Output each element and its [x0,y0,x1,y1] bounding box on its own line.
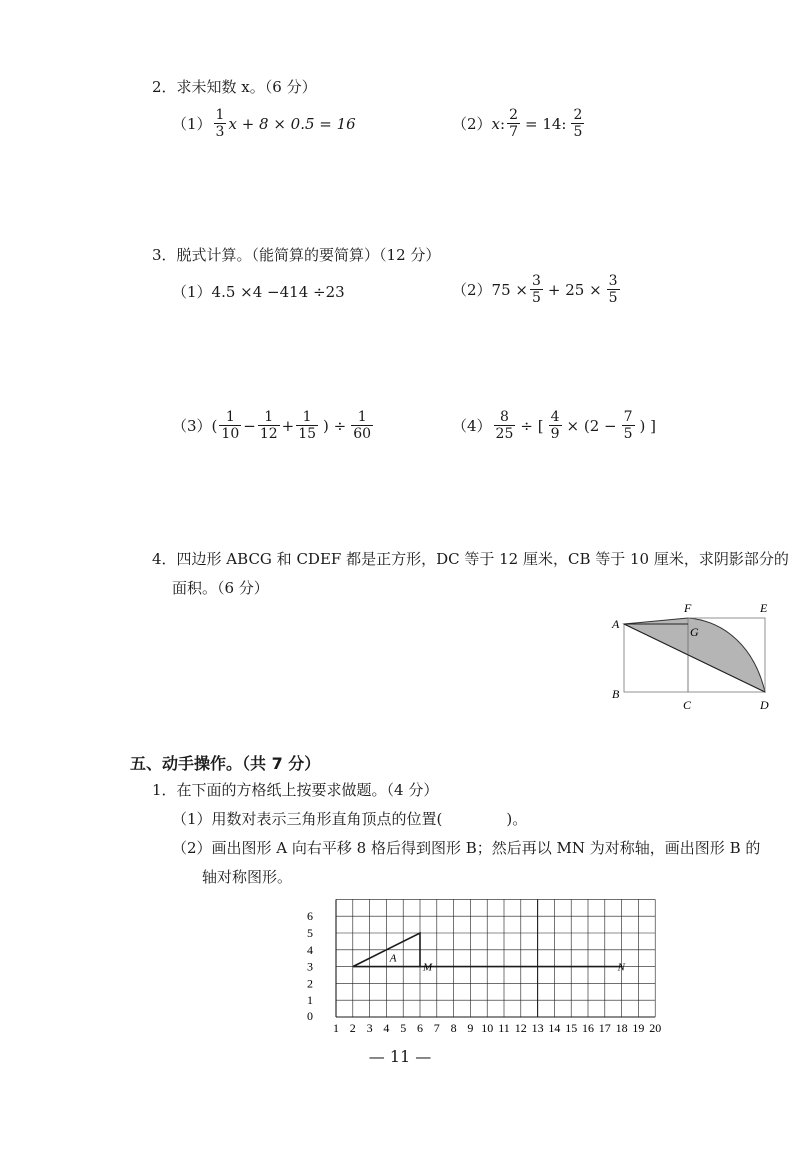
point-n-label: N [617,961,625,974]
fraction-num: 1 [215,107,225,123]
fraction [296,410,318,441]
fraction-num: 1 [302,409,312,425]
fraction [351,410,373,441]
q3-part2-b: + 25 × [547,280,602,299]
x-tick-label: 19 [632,1021,645,1035]
fraction-num: 2 [573,107,583,123]
paren-close: ) ] [639,416,656,435]
q2-title: 2．求未知数 x。（6 分） [152,78,317,96]
fraction [494,410,516,441]
fraction-num: 1 [225,409,235,425]
fraction-num: 2 [509,107,518,123]
x-tick-label: 15 [565,1021,578,1035]
fraction [219,410,241,441]
paren-close: ) ÷ [323,416,347,435]
q2-part2 [452,108,586,139]
fraction-den: 12 [259,426,278,442]
variable-x: x [491,114,501,133]
part1-text-after: )。 [506,810,528,828]
fraction-den: 60 [353,426,372,442]
q2-part2-label: （2） [452,115,492,133]
q3-part1-expr: 4.5 ×4 −414 ÷23 [211,282,345,301]
operator: − [243,416,256,435]
fraction-den: 25 [495,426,514,442]
operator: + [281,416,295,435]
fraction-num: 8 [500,409,509,425]
fraction-num: 3 [531,273,541,289]
x-tick-label: 12 [514,1021,527,1035]
part1-text-before: （1）用数对表示三角形直角顶点的位置( [172,810,443,828]
x-tick-label: 4 [383,1021,390,1035]
paren-open: ( [211,416,218,435]
fraction [622,410,635,441]
x-tick-label: 10 [481,1021,494,1035]
squares-figure [608,598,788,716]
fraction-den: 5 [608,290,618,306]
q3-part3-label: （3） [172,417,212,435]
grid-lines [336,899,655,1017]
fraction-den: 9 [550,426,560,442]
operator: × (2 − [566,416,617,435]
x-tick-label: 0 [307,1009,313,1023]
x-tick-label: 16 [582,1021,594,1035]
x-tick-label: 17 [598,1021,611,1035]
label-d: D [760,698,769,712]
y-axis-ticks [307,909,313,1007]
fraction [507,108,520,139]
x-tick-label: 7 [433,1021,440,1035]
x-tick-label: 14 [548,1021,561,1035]
x-tick-label: 3 [366,1021,373,1035]
section5-q1-part2-line1: （2）画出图形 A 向右平移 8 格后得到图形 B；然后再以 MN 为对称轴，画出图形 B 的 [172,839,761,857]
grid-paper [300,895,672,1043]
page-number: — 11 — [368,1047,432,1066]
x-tick-label: 6 [417,1021,423,1035]
y-tick-label: 5 [307,926,313,940]
fraction-num: 3 [608,273,618,289]
x-tick-label: 13 [531,1021,544,1035]
label-f: F [684,601,692,615]
fraction [214,108,227,139]
point-m-label: M [423,961,433,974]
q3-part1-label: （1） [172,283,212,301]
y-tick-label: 2 [307,976,313,991]
triangle-a-label: A [389,952,397,965]
fraction [258,410,280,441]
q2-part2-mid: = 14: [525,114,567,133]
q3-part4-label: （4） [452,417,492,435]
fraction-num: 7 [623,409,633,425]
y-tick-label: 3 [307,959,313,974]
x-tick-label: 5 [400,1021,407,1035]
fraction [530,274,543,305]
q3-part3 [172,410,375,441]
fraction-den: 5 [573,124,583,140]
section5-q1-part2-line2: 轴对称图形。 [202,868,293,886]
fraction-num: 1 [264,409,274,425]
q2-part1-label: （1） [172,115,212,133]
y-tick-label: 4 [307,942,313,957]
x-tick-label: 8 [450,1021,457,1035]
x-tick-label: 11 [498,1021,510,1035]
x-tick-label: 2 [349,1021,356,1035]
q2-part1-expr: x + 8 × 0.5 = 16 [228,114,356,133]
fraction-num: 4 [550,409,560,425]
label-b: B [612,687,620,701]
q3-part2-a: 75 × [491,280,528,299]
x-axis-ticks [307,1009,661,1035]
q3-part2 [452,274,622,305]
x-tick-label: 1 [333,1021,339,1035]
q3-title: 3．脱式计算。（能简算的要简算）（12 分） [152,246,441,264]
fraction-den: 5 [623,426,633,442]
q3-part4 [452,410,656,441]
q2-part1 [172,108,356,139]
label-a: A [612,617,620,631]
operator: ÷ [ [520,416,544,435]
fraction-den: 15 [298,426,317,442]
fraction-den: 3 [215,124,225,140]
fraction [549,410,562,441]
fraction-den: 10 [221,426,240,442]
fraction [607,274,620,305]
fraction-num: 1 [357,409,367,425]
x-tick-label: 18 [615,1021,628,1035]
label-g: G [690,625,699,639]
y-tick-label: 6 [307,909,313,924]
x-tick-label: 9 [467,1021,474,1035]
fraction [571,108,584,139]
section5-heading: 五、动手操作。（共 7 分） [130,754,321,773]
section5-q1-title: 1．在下面的方格纸上按要求做题。（4 分） [152,781,439,799]
q4-line1: 4．四边形 ABCG 和 CDEF 都是正方形，DC 等于 12 厘米，CB 等于 10 厘米，求阴影部分的 [152,550,789,568]
fraction-den: 5 [531,290,541,306]
q3-part2-label: （2） [452,281,492,299]
colon: : [500,114,506,133]
section5-q1-part1 [172,808,527,829]
x-tick-label: 20 [649,1021,662,1035]
label-c: C [683,698,692,712]
q4-line2: 面积。（6 分） [172,579,269,597]
y-tick-label: 1 [307,993,313,1008]
label-e: E [760,601,768,615]
fraction-den: 7 [509,124,518,140]
q3-part1 [172,281,345,302]
